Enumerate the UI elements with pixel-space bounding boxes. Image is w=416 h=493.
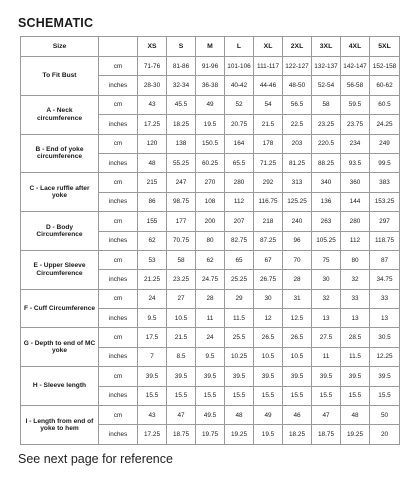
value-cell: 10.5 <box>283 347 312 366</box>
value-cell: 292 <box>254 173 283 192</box>
size-header-s: S <box>167 37 196 57</box>
value-cell: 48 <box>225 406 254 425</box>
value-cell: 177 <box>167 212 196 231</box>
value-cell: 18.25 <box>283 425 312 444</box>
value-cell: 87.25 <box>254 231 283 250</box>
value-cell: 360 <box>341 173 370 192</box>
value-cell: 23.75 <box>341 115 370 134</box>
value-cell: 263 <box>312 212 341 231</box>
value-cell: 80 <box>341 250 370 269</box>
value-cell: 105.25 <box>312 231 341 250</box>
value-cell: 383 <box>370 173 400 192</box>
value-cell: 29 <box>225 289 254 308</box>
value-cell: 53 <box>138 250 167 269</box>
unit-cell: inches <box>99 231 138 250</box>
table-row <box>21 212 400 231</box>
value-cell: 25.5 <box>225 328 254 347</box>
value-cell: 112 <box>341 231 370 250</box>
value-cell: 49 <box>196 95 225 114</box>
value-cell: 164 <box>225 134 254 153</box>
value-cell: 60.5 <box>370 95 400 114</box>
value-cell: 52-54 <box>312 76 341 95</box>
value-cell: 26.5 <box>283 328 312 347</box>
size-header-xl: XL <box>254 37 283 57</box>
value-cell: 96 <box>283 231 312 250</box>
value-cell: 20 <box>370 425 400 444</box>
value-cell: 138 <box>167 134 196 153</box>
value-cell: 108 <box>196 192 225 211</box>
value-cell: 55.25 <box>167 153 196 172</box>
unit-cell: cm <box>99 212 138 231</box>
value-cell: 39.5 <box>167 367 196 386</box>
measurement-label: A - Neck circumference <box>21 95 99 134</box>
value-cell: 39.5 <box>341 367 370 386</box>
value-cell: 47 <box>312 406 341 425</box>
value-cell: 27 <box>167 289 196 308</box>
value-cell: 75 <box>312 250 341 269</box>
value-cell: 313 <box>283 173 312 192</box>
value-cell: 47 <box>167 406 196 425</box>
value-cell: 18.25 <box>167 115 196 134</box>
table-row <box>21 95 400 114</box>
value-cell: 152-158 <box>370 57 400 76</box>
value-cell: 21.5 <box>167 328 196 347</box>
value-cell: 33 <box>341 289 370 308</box>
unit-cell: cm <box>99 173 138 192</box>
value-cell: 122-127 <box>283 57 312 76</box>
unit-cell: inches <box>99 115 138 134</box>
value-cell: 150.5 <box>196 134 225 153</box>
value-cell: 7 <box>138 347 167 366</box>
table-row <box>21 328 400 347</box>
value-cell: 86 <box>138 192 167 211</box>
value-cell: 87 <box>370 250 400 269</box>
value-cell: 65.5 <box>225 153 254 172</box>
size-header-4xl: 4XL <box>341 37 370 57</box>
value-cell: 24 <box>196 328 225 347</box>
unit-cell: cm <box>99 328 138 347</box>
value-cell: 70 <box>283 250 312 269</box>
value-cell: 26.75 <box>254 270 283 289</box>
unit-cell: inches <box>99 270 138 289</box>
value-cell: 218 <box>254 212 283 231</box>
value-cell: 39.5 <box>254 367 283 386</box>
unit-cell: inches <box>99 386 138 405</box>
table-header-row <box>21 37 400 57</box>
unit-cell: inches <box>99 309 138 328</box>
measurement-label: H - Sleeve length <box>21 367 99 406</box>
value-cell: 13 <box>341 309 370 328</box>
value-cell: 17.25 <box>138 115 167 134</box>
footer-note: See next page for reference <box>18 452 173 466</box>
unit-cell: cm <box>99 95 138 114</box>
measurement-label: D - Body Circumference <box>21 212 99 251</box>
value-cell: 27.5 <box>312 328 341 347</box>
measurement-label: E - Upper Sleeve Circumference <box>21 250 99 289</box>
value-cell: 58 <box>312 95 341 114</box>
value-cell: 17.5 <box>138 328 167 347</box>
value-cell: 12 <box>254 309 283 328</box>
value-cell: 178 <box>254 134 283 153</box>
unit-cell: inches <box>99 192 138 211</box>
unit-cell: inches <box>99 76 138 95</box>
value-cell: 62 <box>138 231 167 250</box>
measurement-label: I - Length from end of yoke to hem <box>21 406 99 445</box>
value-cell: 215 <box>138 173 167 192</box>
value-cell: 240 <box>283 212 312 231</box>
unit-cell: inches <box>99 425 138 444</box>
size-header-cell: Size <box>21 37 99 57</box>
value-cell: 19.5 <box>196 115 225 134</box>
value-cell: 22.5 <box>283 115 312 134</box>
value-cell: 46 <box>283 406 312 425</box>
table-row <box>21 173 400 192</box>
value-cell: 132-137 <box>312 57 341 76</box>
value-cell: 48 <box>138 153 167 172</box>
value-cell: 26.5 <box>254 328 283 347</box>
value-cell: 112 <box>225 192 254 211</box>
value-cell: 340 <box>312 173 341 192</box>
value-cell: 28 <box>283 270 312 289</box>
value-cell: 39.5 <box>196 367 225 386</box>
value-cell: 52 <box>225 95 254 114</box>
unit-cell: cm <box>99 57 138 76</box>
value-cell: 32-34 <box>167 76 196 95</box>
value-cell: 10.5 <box>254 347 283 366</box>
value-cell: 203 <box>283 134 312 153</box>
value-cell: 70.75 <box>167 231 196 250</box>
value-cell: 11 <box>312 347 341 366</box>
value-cell: 30 <box>312 270 341 289</box>
value-cell: 125.25 <box>283 192 312 211</box>
measurement-label: F - Cuff Circumference <box>21 289 99 328</box>
value-cell: 43 <box>138 406 167 425</box>
unit-cell: inches <box>99 347 138 366</box>
value-cell: 9.5 <box>196 347 225 366</box>
size-header-2xl: 2XL <box>283 37 312 57</box>
table-row <box>21 134 400 153</box>
value-cell: 93.5 <box>341 153 370 172</box>
value-cell: 9.5 <box>138 309 167 328</box>
value-cell: 88.25 <box>312 153 341 172</box>
value-cell: 10.5 <box>167 309 196 328</box>
value-cell: 23.25 <box>312 115 341 134</box>
value-cell: 15.5 <box>138 386 167 405</box>
unit-header-cell <box>99 37 138 57</box>
value-cell: 71-76 <box>138 57 167 76</box>
value-cell: 33 <box>370 289 400 308</box>
value-cell: 45.5 <box>167 95 196 114</box>
table-row <box>21 289 400 308</box>
value-cell: 153.25 <box>370 192 400 211</box>
value-cell: 120 <box>138 134 167 153</box>
value-cell: 11 <box>196 309 225 328</box>
value-cell: 81-86 <box>167 57 196 76</box>
value-cell: 15.5 <box>312 386 341 405</box>
value-cell: 31 <box>283 289 312 308</box>
value-cell: 60-62 <box>370 76 400 95</box>
value-cell: 30.5 <box>370 328 400 347</box>
value-cell: 8.5 <box>167 347 196 366</box>
value-cell: 48-50 <box>283 76 312 95</box>
unit-cell: cm <box>99 367 138 386</box>
measurement-label: B - End of yoke circumference <box>21 134 99 173</box>
value-cell: 247 <box>167 173 196 192</box>
value-cell: 101-106 <box>225 57 254 76</box>
value-cell: 118.75 <box>370 231 400 250</box>
value-cell: 82.75 <box>225 231 254 250</box>
value-cell: 28-30 <box>138 76 167 95</box>
value-cell: 24 <box>138 289 167 308</box>
value-cell: 39.5 <box>312 367 341 386</box>
value-cell: 15.5 <box>225 386 254 405</box>
value-cell: 234 <box>341 134 370 153</box>
value-cell: 67 <box>254 250 283 269</box>
value-cell: 297 <box>370 212 400 231</box>
value-cell: 40-42 <box>225 76 254 95</box>
unit-cell: cm <box>99 134 138 153</box>
value-cell: 19.25 <box>341 425 370 444</box>
value-cell: 60.25 <box>196 153 225 172</box>
size-header-5xl: 5XL <box>370 37 400 57</box>
value-cell: 23.25 <box>167 270 196 289</box>
unit-cell: inches <box>99 153 138 172</box>
size-chart-table <box>20 36 400 445</box>
value-cell: 11.5 <box>225 309 254 328</box>
value-cell: 54 <box>254 95 283 114</box>
value-cell: 81.25 <box>283 153 312 172</box>
unit-cell: cm <box>99 250 138 269</box>
value-cell: 44-46 <box>254 76 283 95</box>
value-cell: 136 <box>312 192 341 211</box>
value-cell: 39.5 <box>370 367 400 386</box>
value-cell: 56-58 <box>341 76 370 95</box>
value-cell: 15.5 <box>283 386 312 405</box>
value-cell: 28.5 <box>341 328 370 347</box>
value-cell: 12.25 <box>370 347 400 366</box>
value-cell: 39.5 <box>283 367 312 386</box>
value-cell: 142-147 <box>341 57 370 76</box>
value-cell: 28 <box>196 289 225 308</box>
value-cell: 39.5 <box>138 367 167 386</box>
value-cell: 200 <box>196 212 225 231</box>
page-title: SCHEMATIC <box>18 16 94 30</box>
value-cell: 11.5 <box>341 347 370 366</box>
value-cell: 249 <box>370 134 400 153</box>
measurement-label: C - Lace ruffle after yoke <box>21 173 99 212</box>
value-cell: 18.75 <box>312 425 341 444</box>
value-cell: 32 <box>341 270 370 289</box>
measurement-label: To Fit Bust <box>21 57 99 96</box>
value-cell: 18.75 <box>167 425 196 444</box>
value-cell: 19.5 <box>254 425 283 444</box>
value-cell: 15.5 <box>370 386 400 405</box>
value-cell: 49.5 <box>196 406 225 425</box>
value-cell: 49 <box>254 406 283 425</box>
value-cell: 13 <box>370 309 400 328</box>
value-cell: 43 <box>138 95 167 114</box>
value-cell: 58 <box>167 250 196 269</box>
value-cell: 155 <box>138 212 167 231</box>
value-cell: 30 <box>254 289 283 308</box>
value-cell: 71.25 <box>254 153 283 172</box>
value-cell: 280 <box>341 212 370 231</box>
value-cell: 207 <box>225 212 254 231</box>
value-cell: 59.5 <box>341 95 370 114</box>
size-header-l: L <box>225 37 254 57</box>
value-cell: 99.5 <box>370 153 400 172</box>
value-cell: 62 <box>196 250 225 269</box>
value-cell: 24.75 <box>196 270 225 289</box>
value-cell: 21.5 <box>254 115 283 134</box>
value-cell: 10.25 <box>225 347 254 366</box>
value-cell: 91-96 <box>196 57 225 76</box>
value-cell: 280 <box>225 173 254 192</box>
size-header-m: M <box>196 37 225 57</box>
value-cell: 34.75 <box>370 270 400 289</box>
value-cell: 116.75 <box>254 192 283 211</box>
value-cell: 15.5 <box>341 386 370 405</box>
table-row <box>21 406 400 425</box>
table-row <box>21 250 400 269</box>
value-cell: 48 <box>341 406 370 425</box>
value-cell: 19.75 <box>196 425 225 444</box>
value-cell: 13 <box>312 309 341 328</box>
value-cell: 19.25 <box>225 425 254 444</box>
value-cell: 15.5 <box>254 386 283 405</box>
size-header-3xl: 3XL <box>312 37 341 57</box>
value-cell: 12.5 <box>283 309 312 328</box>
value-cell: 20.75 <box>225 115 254 134</box>
value-cell: 144 <box>341 192 370 211</box>
value-cell: 65 <box>225 250 254 269</box>
table-row <box>21 367 400 386</box>
value-cell: 270 <box>196 173 225 192</box>
value-cell: 50 <box>370 406 400 425</box>
unit-cell: cm <box>99 406 138 425</box>
value-cell: 56.5 <box>283 95 312 114</box>
table-row <box>21 57 400 76</box>
value-cell: 17.25 <box>138 425 167 444</box>
value-cell: 32 <box>312 289 341 308</box>
value-cell: 15.5 <box>196 386 225 405</box>
value-cell: 220.5 <box>312 134 341 153</box>
value-cell: 25.25 <box>225 270 254 289</box>
value-cell: 111-117 <box>254 57 283 76</box>
unit-cell: cm <box>99 289 138 308</box>
size-header-xs: XS <box>138 37 167 57</box>
value-cell: 39.5 <box>225 367 254 386</box>
value-cell: 98.75 <box>167 192 196 211</box>
value-cell: 36-38 <box>196 76 225 95</box>
value-cell: 21.25 <box>138 270 167 289</box>
value-cell: 24.25 <box>370 115 400 134</box>
measurement-label: G - Depth to end of MC yoke <box>21 328 99 367</box>
value-cell: 15.5 <box>167 386 196 405</box>
value-cell: 80 <box>196 231 225 250</box>
